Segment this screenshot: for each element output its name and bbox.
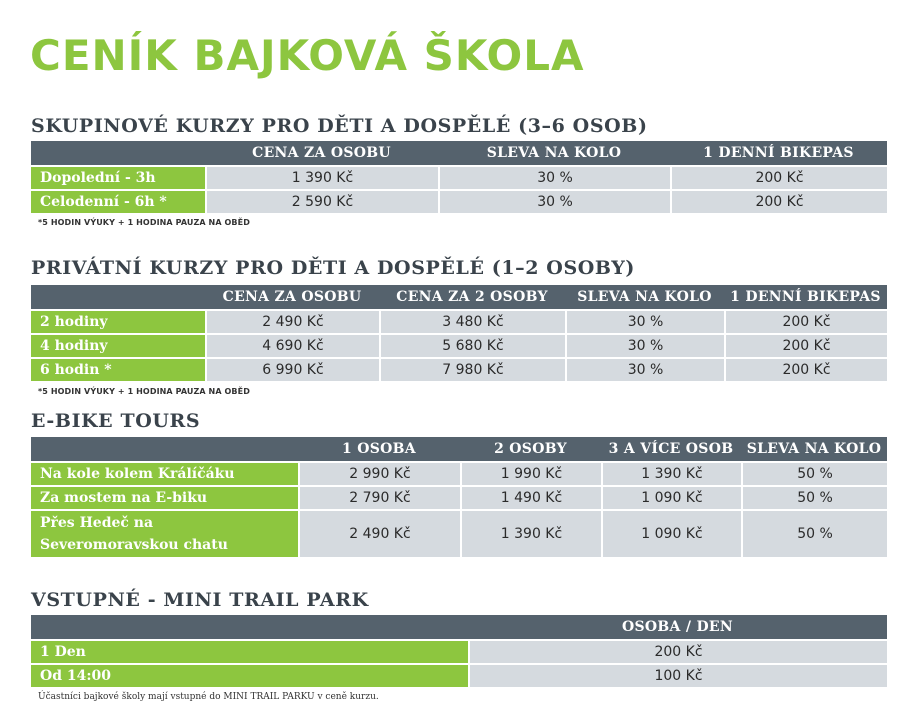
table-row [31, 663, 887, 687]
row-label: 1 Den [31, 639, 468, 663]
table-row [31, 309, 887, 333]
column-header: SLEVA NA KOLO [741, 437, 887, 461]
table-row [31, 509, 887, 557]
column-header [31, 437, 298, 461]
row-label: Na kole kolem Králíčáku [31, 461, 298, 485]
table-header-row [31, 615, 887, 639]
row-label: 4 hodiny [31, 333, 205, 357]
row-label: Dopolední - 3h [31, 165, 205, 189]
section-heading-group-courses: SKUPINOVÉ KURZY PRO DĚTI A DOSPĚLÉ (3–6 OSOB) [31, 115, 648, 137]
table-cell: 2 990 Kč [298, 461, 460, 485]
row-label: Za mostem na E-biku [31, 485, 298, 509]
table-row [31, 165, 887, 189]
page-title: CENÍK BAJKOVÁ ŠKOLA [30, 31, 585, 80]
table-cell: 30 % [565, 309, 724, 333]
table-cell: 1 090 Kč [601, 509, 741, 557]
column-header [31, 141, 205, 165]
section-heading-private-courses: PRIVÁTNÍ KURZY PRO DĚTI A DOSPĚLÉ (1–2 OSOBY) [31, 257, 636, 279]
column-header: 1 DENNÍ BIKEPAS [724, 285, 887, 309]
table-cell: 50 % [741, 509, 887, 557]
table-cell: 30 % [565, 333, 724, 357]
table-row [31, 357, 887, 381]
section-heading-mini-trail-park: VSTUPNÉ - MINI TRAIL PARK [31, 589, 369, 611]
table-header-row [31, 285, 887, 309]
column-header: 3 A VÍCE OSOB [601, 437, 741, 461]
table-cell: 200 Kč [670, 165, 887, 189]
table-row [31, 461, 887, 485]
private-courses-table [31, 285, 887, 381]
table-row [31, 485, 887, 509]
row-label: 2 hodiny [31, 309, 205, 333]
row-label: Celodenní - 6h * [31, 189, 205, 213]
footnote: Účastníci bajkové školy mají vstupné do MINI TRAIL PARKU v ceně kurzu. [38, 692, 379, 702]
table-row [31, 639, 887, 663]
table-cell: 1 490 Kč [460, 485, 601, 509]
table-header-row [31, 437, 887, 461]
column-header: CENA ZA 2 OSOBY [379, 285, 565, 309]
table-cell: 200 Kč [724, 333, 887, 357]
column-header: 1 OSOBA [298, 437, 460, 461]
table-cell: 2 790 Kč [298, 485, 460, 509]
table-row [31, 189, 887, 213]
column-header: SLEVA NA KOLO [438, 141, 670, 165]
column-header: CENA ZA OSOBU [205, 285, 379, 309]
table-cell: 30 % [438, 165, 670, 189]
table-cell: 100 Kč [468, 663, 887, 687]
table-cell: 1 990 Kč [460, 461, 601, 485]
column-header: CENA ZA OSOBU [205, 141, 438, 165]
column-header: 2 OSOBY [460, 437, 601, 461]
table-cell: 3 480 Kč [379, 309, 565, 333]
table-cell: 1 390 Kč [460, 509, 601, 557]
column-header [31, 285, 205, 309]
table-cell: 200 Kč [724, 309, 887, 333]
table-cell: 200 Kč [724, 357, 887, 381]
table-cell: 1 090 Kč [601, 485, 741, 509]
table-cell: 2 590 Kč [205, 189, 438, 213]
column-header: 1 DENNÍ BIKEPAS [670, 141, 887, 165]
table-row [31, 333, 887, 357]
column-header: SLEVA NA KOLO [565, 285, 724, 309]
column-header: OSOBA / DEN [468, 615, 887, 639]
table-cell: 200 Kč [670, 189, 887, 213]
table-cell: 7 980 Kč [379, 357, 565, 381]
row-label: Od 14:00 [31, 663, 468, 687]
table-cell: 30 % [565, 357, 724, 381]
mini-trail-park-table [31, 615, 887, 687]
ebike-tours-table [31, 437, 887, 557]
table-header-row [31, 141, 887, 165]
section-heading-ebike-tours: E-BIKE TOURS [31, 410, 201, 432]
table-cell: 5 680 Kč [379, 333, 565, 357]
table-cell: 1 390 Kč [601, 461, 741, 485]
table-cell: 200 Kč [468, 639, 887, 663]
table-cell: 2 490 Kč [205, 309, 379, 333]
footnote: *5 HODIN VÝUKY + 1 HODINA PAUZA NA OBĚD [38, 387, 250, 396]
table-cell: 1 390 Kč [205, 165, 438, 189]
footnote: *5 HODIN VÝUKY + 1 HODINA PAUZA NA OBĚD [38, 218, 250, 227]
table-cell: 30 % [438, 189, 670, 213]
row-label: 6 hodin * [31, 357, 205, 381]
table-cell: 2 490 Kč [298, 509, 460, 557]
column-header [31, 615, 468, 639]
group-courses-table [31, 141, 887, 213]
table-cell: 50 % [741, 485, 887, 509]
table-cell: 50 % [741, 461, 887, 485]
table-cell: 4 690 Kč [205, 333, 379, 357]
row-label: Přes Hedeč na Severomoravskou chatu [31, 509, 298, 557]
table-cell: 6 990 Kč [205, 357, 379, 381]
